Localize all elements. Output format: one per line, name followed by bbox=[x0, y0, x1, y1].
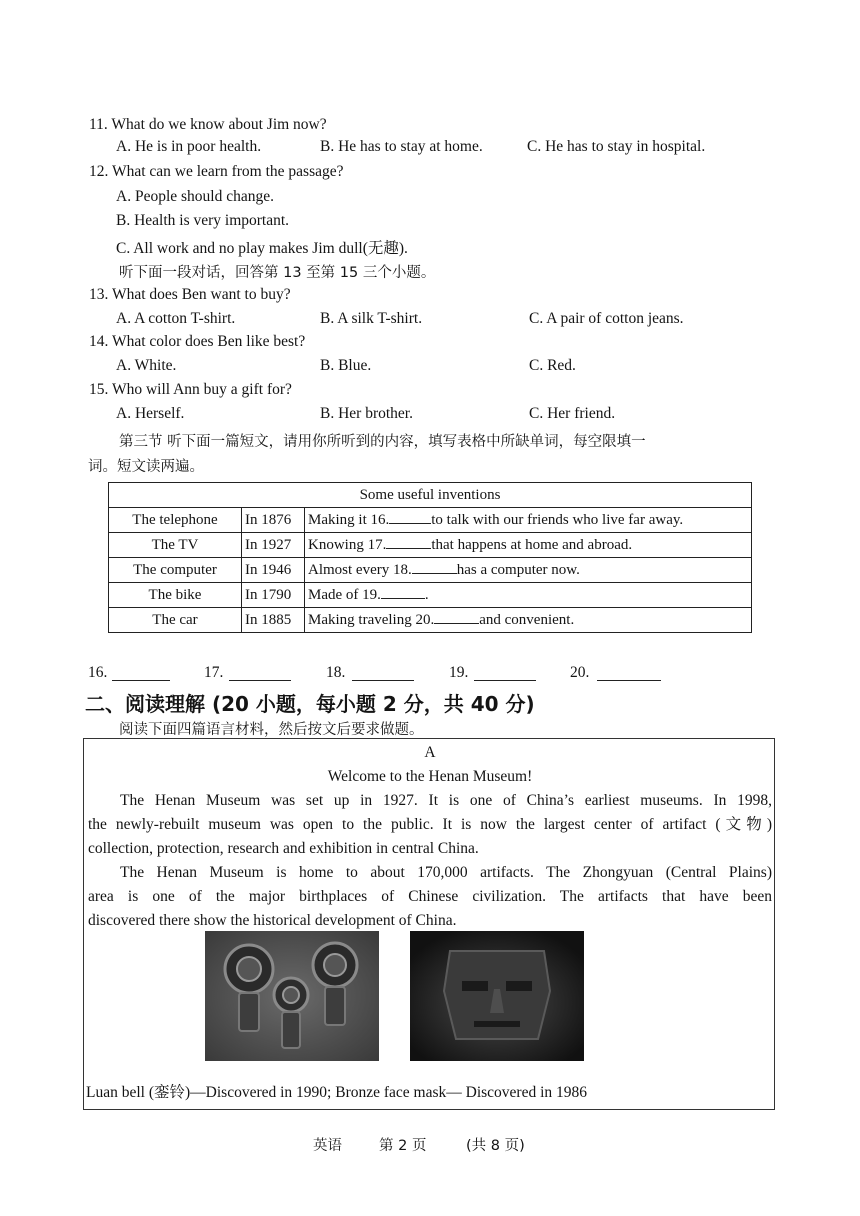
photo-caption: Luan bell (銮铃)—Discovered in 1990; Bronze face mask— Discovered in 1986 bbox=[86, 1084, 588, 1101]
description-text: to talk with our friends who live far away. bbox=[431, 512, 684, 528]
description-text: that happens at home and abroad. bbox=[431, 537, 633, 553]
question-15-stem: 15. Who will Ann buy a gift for? bbox=[89, 381, 292, 398]
answer-label-19: 19. bbox=[449, 664, 469, 681]
table-row bbox=[109, 558, 752, 583]
question-15-option-c: C. Her friend. bbox=[529, 405, 616, 422]
question-14-option-a: A. White. bbox=[116, 357, 177, 374]
question-14-stem: 14. What color does Ben like best? bbox=[89, 333, 306, 350]
description-text: and convenient. bbox=[479, 612, 575, 628]
question-12-option-a: A. People should change. bbox=[116, 188, 274, 205]
answer-blank-18 bbox=[412, 561, 457, 574]
passage-a-box bbox=[83, 738, 775, 1110]
passage-line: The Henan Museum was set up in 1927. It is one of China’s earliest museums. In 1998, bbox=[120, 792, 772, 809]
description-text: Almost every 18. bbox=[308, 562, 412, 578]
description-text: has a computer now. bbox=[456, 562, 580, 578]
luan-bell-photo bbox=[205, 931, 379, 1061]
passage-line: discovered there show the historical development of China. bbox=[88, 912, 457, 929]
invention-description bbox=[305, 583, 752, 608]
question-15-option-a: A. Herself. bbox=[116, 405, 185, 422]
description-text: Made of 19. bbox=[308, 587, 381, 603]
answer-blank-20 bbox=[434, 611, 479, 624]
question-15-option-b: B. Her brother. bbox=[320, 405, 413, 422]
invention-year: In 1885 bbox=[242, 608, 305, 633]
section3-instruction-line2: 词。短文读两遍。 bbox=[88, 459, 204, 475]
section2-heading: 二、阅读理解 (20 小题，每小题 2 分，共 40 分) bbox=[85, 692, 535, 716]
description-text: Making traveling 20. bbox=[308, 612, 435, 628]
answer-blank-17 bbox=[386, 536, 431, 549]
answer-label-17: 17. bbox=[204, 664, 224, 681]
answer-blank-16 bbox=[389, 511, 431, 524]
dialogue-instruction: 听下面一段对话，回答第 13 至第 15 三个小题。 bbox=[119, 265, 436, 281]
question-11-option-c: C. He has to stay in hospital. bbox=[527, 138, 706, 155]
footer-subject: 英语 bbox=[313, 1138, 342, 1154]
invention-name: The car bbox=[109, 608, 242, 633]
question-11-option-b: B. He has to stay at home. bbox=[320, 138, 483, 155]
table-caption-row bbox=[109, 483, 752, 508]
invention-name: The bike bbox=[109, 583, 242, 608]
table-row bbox=[109, 583, 752, 608]
question-13-option-b: B. A silk T-shirt. bbox=[320, 310, 423, 327]
table-caption: Some useful inventions bbox=[109, 483, 752, 508]
invention-description bbox=[305, 558, 752, 583]
answer-blank-19 bbox=[381, 586, 425, 599]
answer-label-20: 20. bbox=[570, 664, 590, 681]
answer-label-16: 16. bbox=[88, 664, 108, 681]
answer-field-20[interactable] bbox=[597, 668, 661, 681]
passage-letter: A bbox=[424, 744, 436, 761]
question-12-stem: 12. What can we learn from the passage? bbox=[89, 163, 344, 180]
table-row bbox=[109, 533, 752, 558]
invention-description bbox=[305, 533, 752, 558]
passage-line: area is one of the major birthplaces of Chinese civilization. The artifacts that have been bbox=[88, 888, 772, 905]
question-11-stem: 11. What do we know about Jim now? bbox=[89, 116, 327, 133]
answer-field-16[interactable] bbox=[112, 668, 170, 681]
description-text: Making it 16. bbox=[308, 512, 390, 528]
invention-name: The TV bbox=[109, 533, 242, 558]
invention-year: In 1927 bbox=[242, 533, 305, 558]
invention-description bbox=[305, 508, 752, 533]
description-text: Knowing 17. bbox=[308, 537, 387, 553]
question-12-option-b: B. Health is very important. bbox=[116, 212, 290, 229]
question-14-option-c: C. Red. bbox=[529, 357, 576, 374]
invention-description bbox=[305, 608, 752, 633]
question-11-option-a: A. He is in poor health. bbox=[116, 138, 262, 155]
invention-name: The telephone bbox=[109, 508, 242, 533]
question-13-option-c: C. A pair of cotton jeans. bbox=[529, 310, 684, 327]
answer-field-19[interactable] bbox=[474, 668, 536, 681]
passage-line: the newly-rebuilt museum was open to the public. It is now the largest center of artifact (文物) bbox=[88, 816, 772, 833]
passage-title: Welcome to the Henan Museum! bbox=[327, 768, 533, 785]
inventions-table bbox=[108, 482, 752, 633]
answer-field-17[interactable] bbox=[229, 668, 291, 681]
footer-total: (共 8 页) bbox=[466, 1138, 525, 1154]
answer-field-18[interactable] bbox=[352, 668, 414, 681]
invention-year: In 1790 bbox=[242, 583, 305, 608]
table-row bbox=[109, 508, 752, 533]
passage-line: The Henan Museum is home to about 170,000 artifacts. The Zhongyuan (Central Plains) bbox=[120, 864, 772, 881]
section3-instruction-line1: 第三节 听下面一篇短文，请用你所听到的内容，填写表格中所缺单词，每空限填一 bbox=[119, 434, 646, 450]
section2-instruction: 阅读下面四篇语言材料，然后按文后要求做题。 bbox=[119, 722, 424, 738]
answer-label-18: 18. bbox=[326, 664, 346, 681]
question-14-option-b: B. Blue. bbox=[320, 357, 372, 374]
question-13-stem: 13. What does Ben want to buy? bbox=[89, 286, 291, 303]
bronze-mask-photo bbox=[410, 931, 584, 1061]
passage-line: collection, protection, research and exhibition in central China. bbox=[88, 840, 479, 857]
footer-page: 第 2 页 bbox=[379, 1138, 427, 1154]
table-row bbox=[109, 608, 752, 633]
question-13-option-a: A. A cotton T-shirt. bbox=[116, 310, 236, 327]
description-text: . bbox=[424, 587, 429, 603]
invention-year: In 1946 bbox=[242, 558, 305, 583]
invention-year: In 1876 bbox=[242, 508, 305, 533]
question-12-option-c: C. All work and no play makes Jim dull(无趣). bbox=[116, 240, 408, 257]
invention-name: The computer bbox=[109, 558, 242, 583]
